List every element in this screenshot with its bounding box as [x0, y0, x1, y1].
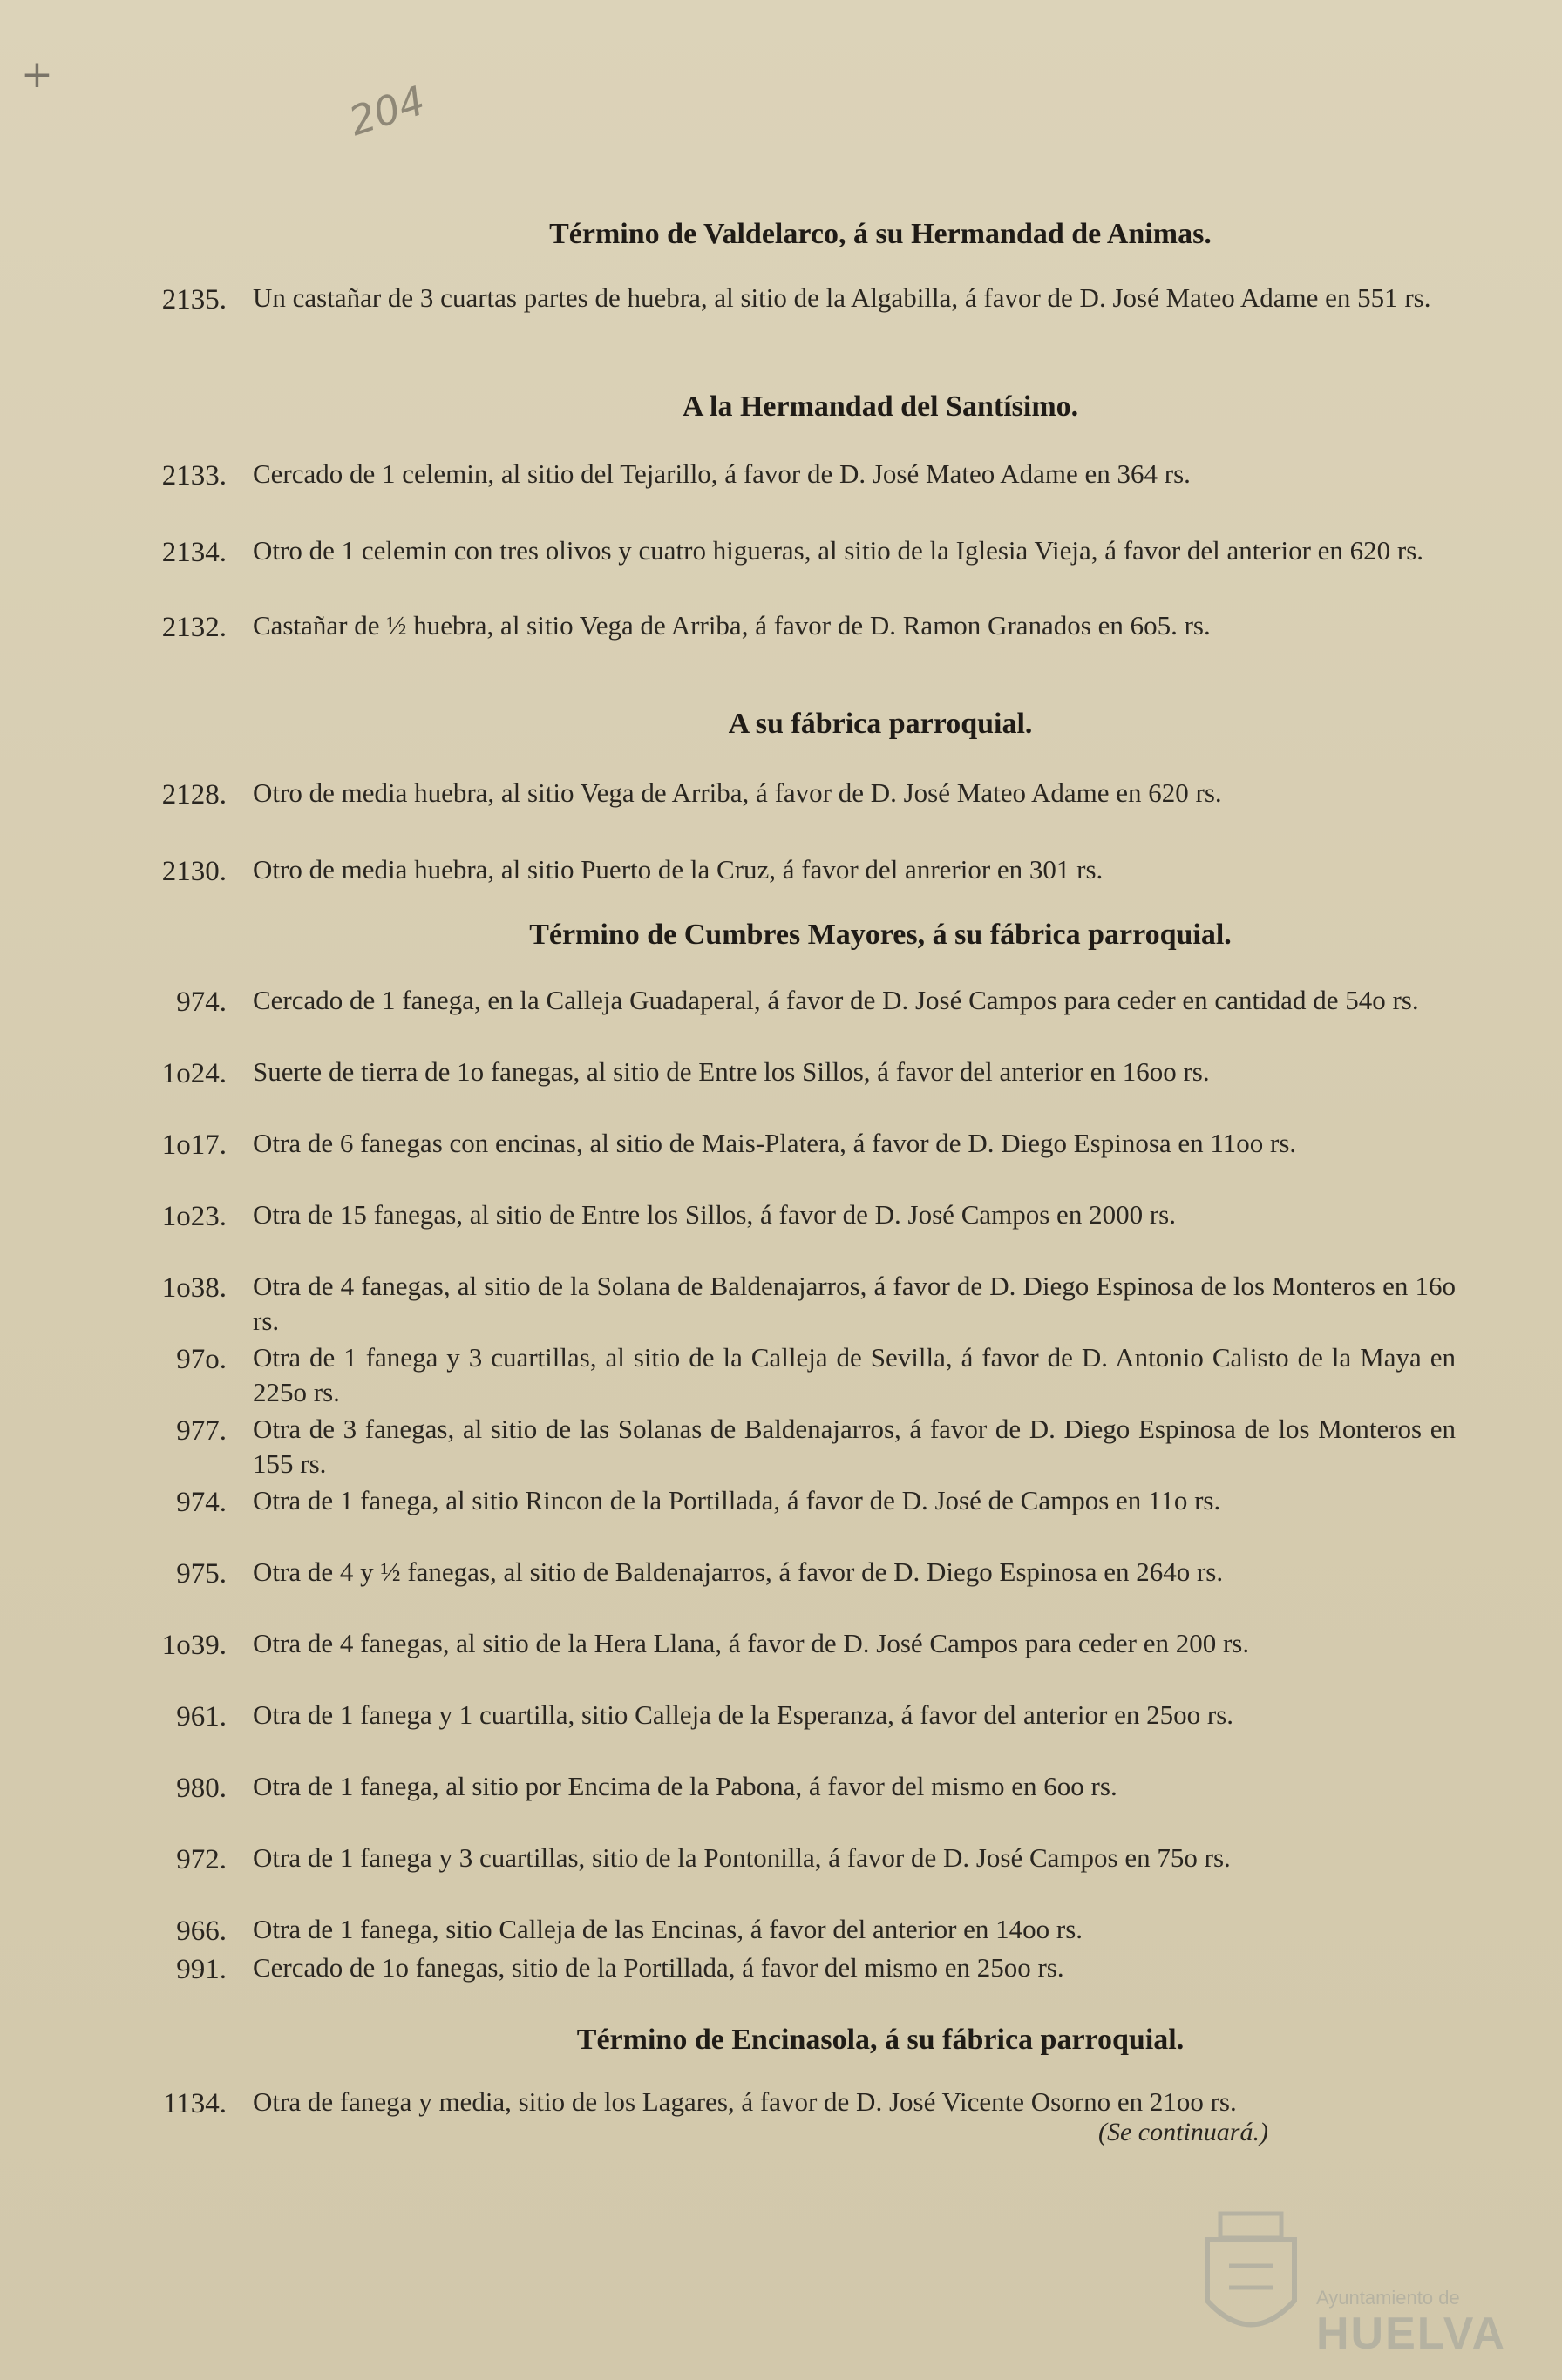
- section-heading-cumbres-mayores: Término de Cumbres Mayores, á su fábrica parroquial.: [529, 919, 1232, 951]
- watermark-line1: Ayuntamiento de: [1316, 2287, 1460, 2309]
- archive-watermark: [1194, 2205, 1508, 2362]
- entry-number: 2132.: [161, 612, 227, 643]
- entry-number: 1o17.: [161, 1129, 227, 1161]
- entry-text: Otro de 1 celemin con tres olivos y cuatro higueras, al sitio de la Iglesia Vieja, á favor del anterior en 620 rs.: [253, 535, 1424, 566]
- entry: [105, 281, 1464, 385]
- entry-text: Otra de 4 fanegas, al sitio de la Solana de Baldenajarros, á favor de D. Diego Espinosa de los Monteros en 16o rs.: [253, 1271, 1456, 1336]
- watermark-line2: HUELVA: [1316, 2309, 1507, 2359]
- entry-number: 980.: [176, 1773, 227, 1804]
- entry-number: 1o38.: [161, 1272, 227, 1304]
- section-heading-fabrica: A su fábrica parroquial.: [728, 708, 1033, 740]
- entry-number: 991.: [176, 1954, 227, 1985]
- entry-number: 2133.: [161, 460, 227, 492]
- entry-text: Otra de 1 fanega, sitio Calleja de las Encinas, á favor del anterior en 14oo rs.: [253, 1914, 1083, 1944]
- section-heading-encinasola: Término de Encinasola, á su fábrica parroquial.: [576, 2024, 1185, 2056]
- entry-text: Otra de 1 fanega y 3 cuartillas, al sitio de la Calleja de Sevilla, á favor de D. Antonio Calisto de la Maya en 225o rs.: [253, 1342, 1456, 1407]
- entry-number: 2134.: [161, 537, 227, 568]
- entry-number: 1o23.: [161, 1201, 227, 1232]
- entry-number: 2128.: [161, 779, 227, 810]
- continuation-note: (Se continuará.): [1098, 2118, 1268, 2146]
- entry-text: Otra de fanega y media, sitio de los Lagares, á favor de D. José Vicente Osorno en 21oo rs.: [253, 2086, 1237, 2117]
- entry-text: Otra de 1 fanega, al sitio Rincon de la Portillada, á favor de D. José de Campos en 11o rs.: [253, 1485, 1221, 1515]
- entry-text: Otra de 1 fanega y 3 cuartillas, sitio de la Pontonilla, á favor de D. José Campos en 75o rs.: [253, 1842, 1231, 1873]
- entry-number: 974.: [176, 987, 227, 1018]
- entry-number: 97o.: [176, 1344, 227, 1375]
- crest-icon: [1194, 2205, 1307, 2353]
- entry-number: 2130.: [161, 856, 227, 887]
- entry-number: 2135.: [161, 284, 227, 315]
- entry-number: 1o39.: [161, 1630, 227, 1661]
- entry-text: Cercado de 1 fanega, en la Calleja Guadaperal, á favor de D. José Campos para ceder en cantidad de 54o rs.: [253, 985, 1419, 1015]
- entry-text: Otra de 15 fanegas, al sitio de Entre los Sillos, á favor de D. José Campos en 2000 rs.: [253, 1199, 1176, 1230]
- entry-text: Otra de 4 fanegas, al sitio de la Hera Llana, á favor de D. José Campos para ceder en 200 rs.: [253, 1628, 1250, 1658]
- entry-text: Otra de 3 fanegas, al sitio de las Solanas de Baldenajarros, á favor de D. Diego Espinosa de los Monteros en 155 rs.: [253, 1414, 1456, 1479]
- entry-number: 961.: [176, 1701, 227, 1732]
- entry-text: Cercado de 1o fanegas, sitio de la Portillada, á favor del mismo en 25oo rs.: [253, 1952, 1064, 1983]
- entry-number: 974.: [176, 1487, 227, 1518]
- entry-number: 966.: [176, 1916, 227, 1947]
- entry-number: 1134.: [162, 2088, 227, 2119]
- entry-text: Otra de 6 fanegas con encinas, al sitio de Mais-Platera, á favor de D. Diego Espinosa en 11oo rs.: [253, 1128, 1297, 1158]
- entry-text: Castañar de ½ huebra, al sitio Vega de Arriba, á favor de D. Ramon Granados en 6o5. rs.: [253, 610, 1211, 641]
- entry: [105, 608, 1464, 713]
- entry-number: 977.: [176, 1415, 227, 1447]
- entry-number: 972.: [176, 1844, 227, 1875]
- entry-text: Otra de 1 fanega, al sitio por Encima de la Pabona, á favor del mismo en 6oo rs.: [253, 1771, 1117, 1801]
- entry-text: Suerte de tierra de 1o fanegas, al sitio de Entre los Sillos, á favor del anterior en 16oo rs.: [253, 1056, 1210, 1087]
- section-heading-santisimo: A la Hermandad del Santísimo.: [682, 390, 1079, 423]
- pencil-page-number: 204: [343, 76, 431, 146]
- entry-text: Otro de media huebra, al sitio Vega de Arriba, á favor de D. José Mateo Adame en 620 rs.: [253, 777, 1222, 808]
- entry-number: 975.: [176, 1558, 227, 1590]
- section-heading-valdelarco: Término de Valdelarco, á su Hermandad de Animas.: [549, 218, 1212, 250]
- entry-text: Cercado de 1 celemin, al sitio del Tejarillo, á favor de D. José Mateo Adame en 364 rs.: [253, 458, 1191, 489]
- entry-number: 1o24.: [161, 1058, 227, 1089]
- entry-text: Otro de media huebra, al sitio Puerto de la Cruz, á favor del anrerior en 301 rs.: [253, 854, 1104, 885]
- corner-mark: +: [21, 52, 53, 97]
- entry-text: Otra de 1 fanega y 1 cuartilla, sitio Calleja de la Esperanza, á favor del anterior en 25oo rs.: [253, 1699, 1234, 1730]
- entry-text: Otra de 4 y ½ fanegas, al sitio de Baldenajarros, á favor de D. Diego Espinosa en 264o rs.: [253, 1556, 1224, 1587]
- entry-text: Un castañar de 3 cuartas partes de huebra, al sitio de la Algabilla, á favor de D. José Mateo Adame en 551 rs.: [253, 282, 1431, 313]
